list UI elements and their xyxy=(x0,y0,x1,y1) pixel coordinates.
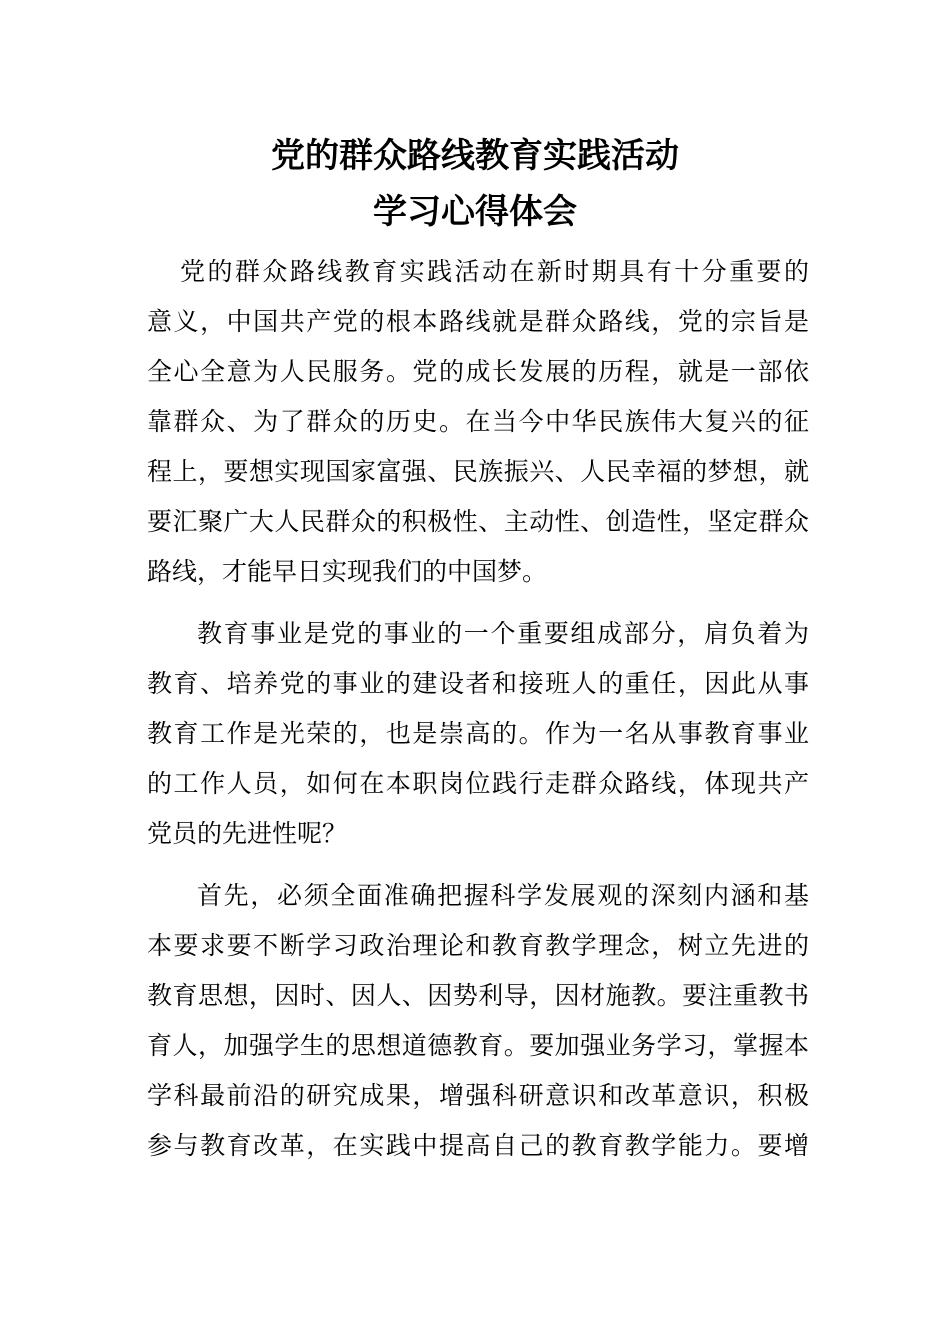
text-line: 参与教育改革，在实践中提高自己的教育教学能力。要增 xyxy=(147,1131,809,1160)
document-title: 党的群众路线教育实践活动 xyxy=(271,136,679,176)
text-line: 的工作人员，如何在本职岗位践行走群众路线，体现共产 xyxy=(147,769,809,798)
title-block xyxy=(0,128,950,240)
text-line: 育人，加强学生的思想道德教育。要加强业务学习，掌握本 xyxy=(147,1031,809,1060)
document-subtitle: 学习心得体会 xyxy=(373,192,577,232)
text-line: 学科最前沿的研究成果，增强科研意识和改革意识，积极 xyxy=(147,1081,809,1110)
text-line: 首先，必须全面准确把握科学发展观的深刻内涵和基 xyxy=(197,881,809,910)
text-line: 本要求要不断学习政治理论和教育教学理念，树立先进的 xyxy=(147,931,809,960)
text-line: 教育、培养党的事业的建设者和接班人的重任，因此从事 xyxy=(147,669,809,698)
text-line: 意义，中国共产党的根本路线就是群众路线，党的宗旨是 xyxy=(147,307,809,336)
text-line: 靠群众、为了群众的历史。在当今中华民族伟大复兴的征 xyxy=(147,407,809,436)
text-line: 路线，才能早日实现我们的中国梦。 xyxy=(147,557,548,586)
text-line: 全心全意为人民服务。党的成长发展的历程，就是一部依 xyxy=(147,357,809,386)
text-line: 党员的先进性呢？ xyxy=(147,819,348,848)
paragraph-3 xyxy=(147,871,809,1171)
paragraph-1 xyxy=(147,247,809,597)
text-line: 程上，要想实现国家富强、民族振兴、人民幸福的梦想，就 xyxy=(147,457,809,486)
text-line: 教育事业是党的事业的一个重要组成部分，肩负着为 xyxy=(197,619,809,648)
paragraph-2 xyxy=(147,609,809,859)
text-line: 党的群众路线教育实践活动在新时期具有十分重要的 xyxy=(180,257,809,286)
text-line: 教育工作是光荣的，也是崇高的。作为一名从事教育事业 xyxy=(147,719,809,748)
text-line: 要汇聚广大人民群众的积极性、主动性、创造性，坚定群众 xyxy=(147,507,809,536)
document-body xyxy=(147,247,809,1183)
text-line: 教育思想，因时、因人、因势利导，因材施教。要注重教书 xyxy=(147,981,809,1010)
